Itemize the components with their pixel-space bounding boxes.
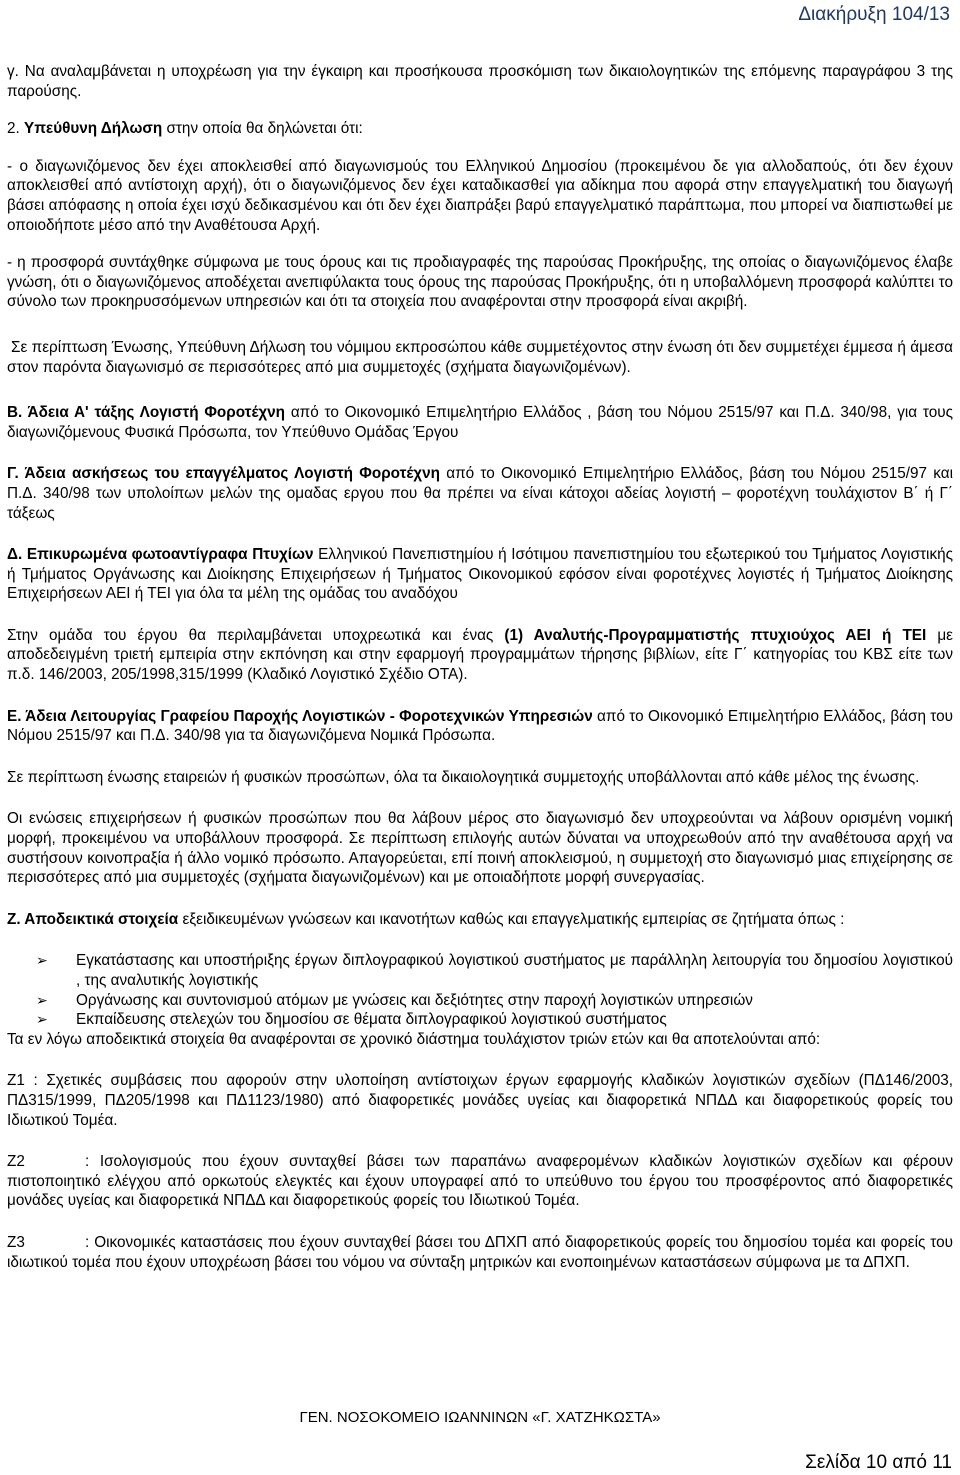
paragraph-omada	[7, 626, 953, 685]
list-item	[7, 951, 953, 990]
list-item	[7, 1010, 953, 1030]
list-item-text: Οργάνωσης και συντονισμού ατόμων με γνώσεις και δεξιότητες στην παροχή λογιστικών υπηρεσιών	[76, 991, 753, 1009]
list-item	[7, 991, 953, 1011]
paragraph-z1: Ζ1 : Σχετικές συμβάσεις που αφορούν στην υλοποίηση αντίστοιχων έργων εφαρμογής κλαδικών λογιστικών σχεδίων (ΠΔ146/2003, ΠΔ315/1999, ΠΔ205/1998 και ΠΔ1123/1980) από διαφορετικές μονάδες υγείας και διαφορετικά ΝΠΔΔ και διαφορετικούς φορείς του Ιδιωτικού Τομέα.	[7, 1072, 953, 1129]
paragraph-e-bold: Ε. Άδεια Λειτουργίας Γραφείου Παροχής Λογιστικών - Φοροτεχνικών Υπηρεσιών	[7, 707, 593, 725]
paragraph-g-adeia-bold: Γ. Άδεια ασκήσεως του επαγγέλματος Λογιστή Φοροτέχνη	[7, 465, 440, 483]
paragraph-z-text: εξειδικευμένων γνώσεων και ικανοτήτων καθώς και επαγγελματικής εμπειρίας σε ζητήματα όπως :	[178, 910, 845, 928]
paragraph-g-adeia-text: από το Οικονομικό Επιμελητήριο Ελλάδος, βάση του Νόμου 2515/97 και Π.Δ. 340/98 των υπολοίπων μελών της ομαδας εργου που θα πρέπει να είναι κάτοχοι αδείας λογιστή – φοροτέχνη τουλάχιστον Β΄ ή Γ΄ τάξεως	[7, 465, 953, 522]
paragraph-d-text: Ελληνικού Πανεπιστημίου ή Ισότιμου πανεπιστημίου του εξωτερικού του Τμήματος Λογιστικής ή Τμήματος Οργάνωσης και Διοίκησης Επιχειρήσεων ή Τμήματος Οικονομικού εφόσον είναι φοροτέχνες λογιστές ή Τμήματος Διοίκησης Επιχειρήσεων ΑΕΙ ή ΤΕΙ για όλα τα μέλη της ομάδας του αναδόχου	[7, 546, 953, 603]
paragraph-omada-bold: (1) Αναλυτής-Προγραμματιστής πτυχιούχος ΑΕΙ ή ΤΕΙ	[504, 626, 927, 644]
arrow-bullet-icon: ➢	[36, 991, 48, 1008]
paragraph-g: γ. Να αναλαμβάνεται η υποχρέωση για την έγκαιρη και προσήκουσα προσκόμιση των δικαιολογητικών της επόμενης παραγράφου 3 της παρούσης.	[7, 63, 953, 100]
paragraph-etaireies: Σε περίπτωση ένωσης εταιρειών ή φυσικών προσώπων, όλα τα δικαιολογητικά συμμετοχής υποβάλλονται από κάθε μέλος της ένωσης.	[7, 768, 920, 786]
list-item-text: Εκπαίδευσης στελεχών του δημοσίου σε θέματα διπλογραφικού λογιστικού συστήματος	[76, 1011, 667, 1029]
evidence-list	[7, 951, 953, 1029]
paragraph-z2	[7, 1152, 953, 1211]
arrow-bullet-icon: ➢	[36, 1011, 48, 1028]
paragraph-omada-text: με αποδεδειγμένη τριετή εμπειρία στην εκπόνηση και στην εφαρμογή προγραμμάτων τήρησης βιβλίων, είτε Γ΄ κατηγορίας του ΚΒΣ είτε των π.δ. 146/2003, 205/1998,315/1999 (Κλαδικό Λογιστικό Σχέδιο ΟΤΑ).	[7, 626, 953, 684]
paragraph-b	[7, 403, 953, 442]
paragraph-z3-text: : Οικονομικές καταστάσεις που έχουν συνταχθεί βάσει του ΔΠΧΠ από διαφορετικούς φορείς του δημοσίου τομέα και φορείς του ιδιωτικού τομέα που έχουν υποχρέωση βάσει του νόμου να σύνταξη μητρικών και ενοποιημένων καταστάσεων σύμφωνα με τα ΔΠΧΠ.	[7, 1233, 953, 1271]
paragraph-z2-text: : Ισολογισμούς που έχουν συνταχθεί βάσει των παραπάνω αναφερομένων κλαδικών λογιστικών σχεδίων και φέρουν πιστοποιητικό ελέγχου από ορκωτούς ελεγκτές και έχουν υπογραφεί από το υπεύθυνο του έργου του προσφέροντος από διαφορετικές μονάδες υγείας και διαφορετικά ΝΠΔΔ και διαφορετικούς φορείς του Ιδιωτικού Τομέα.	[7, 1153, 953, 1210]
paragraph-2-bold: Υπεύθυνη Δήλωση	[24, 120, 163, 138]
arrow-bullet-icon: ➢	[36, 952, 48, 969]
paragraph-g-adeia	[7, 464, 953, 523]
list-item-text: Εγκατάστασης και υποστήριξης έργων διπλογραφικού λογιστικού συστήματος με παράλληλη λειτουργία του δημοσίου λογιστικού , της αναλυτικής λογιστικής	[76, 952, 953, 989]
paragraph-2-prefix: 2.	[7, 120, 25, 138]
footer-organization: ΓΕΝ. ΝΟΣΟΚΟΜΕΙΟ ΙΩΑΝΝΙΝΩΝ «Γ. ΧΑΤΖΗΚΩΣΤΑ»	[299, 1409, 661, 1426]
paragraph-omada-pre: Στην ομάδα του έργου θα περιλαμβάνεται υποχρεωτικά και ένας	[7, 626, 505, 644]
paragraph-e	[7, 707, 953, 746]
paragraph-d-bold: Δ. Επικυρωμένα φωτοαντίγραφα Πτυχίων	[7, 546, 314, 564]
paragraph-b-text: από το Οικονομικό Επιμελητήριο Ελλάδος , βάση του Νόμου 2515/97 και Π.Δ. 340/98, για τους διαγωνιζόμενους Φυσικά Πρόσωπα, τον Υπεύθυνο Ομάδας Έργου	[7, 404, 953, 441]
paragraph-dash-2: - η προσφορά συντάχθηκε σύμφωνα με τους όρους και τις προδιαγραφές της παρούσας Προκήρυξης, της οποίας ο διαγωνιζόμενος έλαβε γνώση, ότι ο διαγωνιζόμενος αποδέχεται ανεπιφύλακτα τους όρους της παρούσας Προκήρυξης, ότι η υποβαλλόμενη προσφορά καλύπτει το σύνολο των προκηρυσσόμενων υπηρεσιών και ότι τα στοιχεία που αναφέρονται στην προσφορά είναι ακριβή.	[7, 254, 953, 311]
paragraph-b-bold: Β. Άδεια Α' τάξης Λογιστή Φοροτέχνη	[7, 404, 286, 422]
paragraph-z2-label: Ζ2	[7, 1153, 25, 1171]
paragraph-z3-label: Ζ3	[7, 1233, 25, 1251]
paragraph-dash-1: - ο διαγωνιζόμενος δεν έχει αποκλεισθεί από διαγωνισμούς του Ελληνικού Δημοσίου (προκειμένου δε για αλλοδαπούς, ότι δεν έχουν αποκλεισθεί από αντίστοιχη αρχή), ότι ο διαγωνιζόμενος δεν έχει καταδικασθεί για αδίκημα που αφορά στην επαγγελματική του διαγωγή βάσει απόφασης η οποία έχει ισχύ δεδικασμένου και ότι δεν έχει διαπράξει βαρύ επαγγελματικό παράπτωμα, που μπορεί να διαπιστωθεί με οποιοδήποτε μέσο από την Αναθέτουσα Αρχή.	[7, 157, 953, 234]
page-number: Σελίδα 10 από 11	[805, 1452, 952, 1473]
paragraph-z-bold: Ζ. Αποδεικτικά στοιχεία	[7, 910, 179, 928]
document-body	[7, 62, 953, 1272]
paragraph-e-text: από το Οικονομικό Επιμελητήριο Ελλάδος, βάση του Νόμου 2515/97 και Π.Δ. 340/98 για τα διαγωνιζόμενα Νομικά Πρόσωπα.	[7, 707, 953, 745]
paragraph-enoseis: Οι ενώσεις επιχειρήσεων ή φυσικών προσώπων που θα λάβουν μέρος στο διαγωνισμό δεν υποχρεούνται να λάβουν ορισμένη νομική μορφή, προκειμένου να υποβάλλουν προσφορά. Σε περίπτωση επιλογής αυτών δύναται να υποχρεωθούν από την αναθέτουσα αρχή να συστήσουν κοινοπραξία ή άλλο νομικό πρόσωπο. Απαγορεύεται, επί ποινή αποκλεισμού, η συμμετοχή στο διαγωνισμό μιας επιχείρησης σε περισσότερες από μια συμμετοχές (σχήματα διαγωνιζομένων) και με οποιαδήποτε μορφή συνεργασίας.	[7, 810, 953, 887]
paragraph-2	[7, 119, 953, 139]
paragraph-z3	[7, 1233, 953, 1272]
paragraph-d	[7, 545, 953, 604]
paragraph-enosi: Σε περίπτωση Ένωσης, Υπεύθυνη Δήλωση του νόμιμου εκπροσώπου κάθε συμμετέχοντος στην ένωση ότι δεν συμμετέχει έμμεσα ή άμεσα στον παρόντα διαγωνισμό σε περισσότερες από μια συμμετοχές (σχήματα διαγωνιζομένων).	[7, 338, 953, 376]
paragraph-z	[7, 910, 953, 930]
paragraph-apod: Τα εν λόγω αποδεικτικά στοιχεία θα αναφέρονται σε χρονικό διάστημα τουλάχιστον τριών ετών και θα αποτελούνται από:	[7, 1030, 821, 1048]
document-title: Διακήρυξη 104/13	[798, 4, 950, 25]
paragraph-2-text: στην οποία θα δηλώνεται ότι:	[162, 120, 363, 138]
